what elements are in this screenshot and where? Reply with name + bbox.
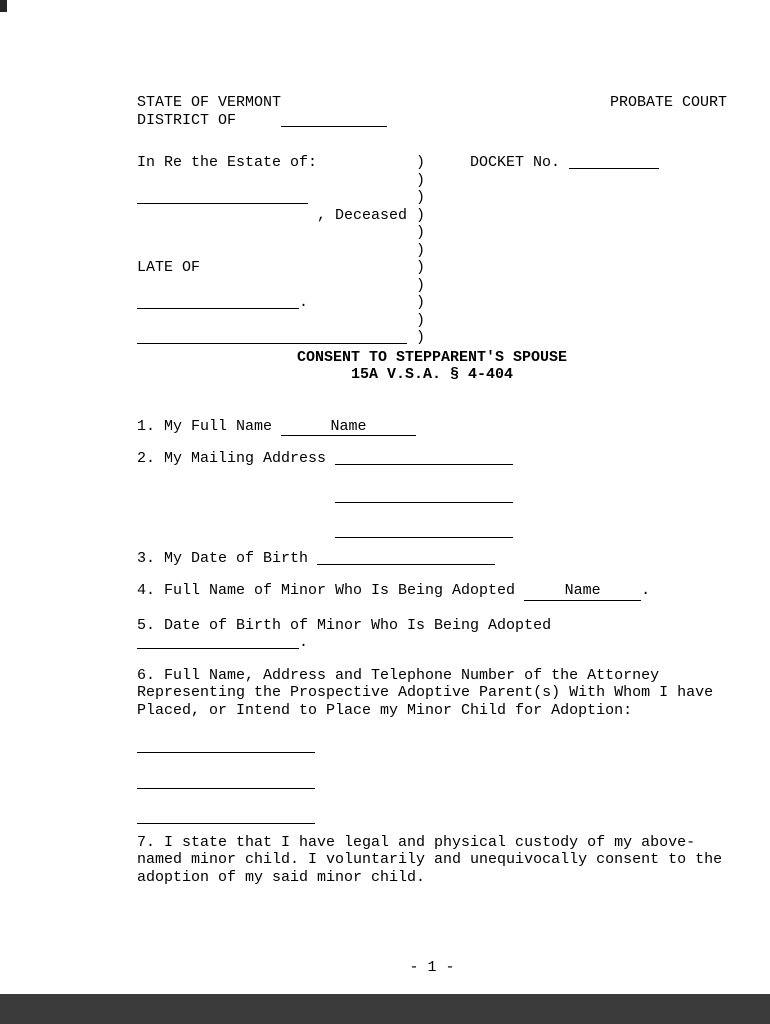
mailing-address-blank-1 — [335, 452, 513, 465]
attorney-blank-3 — [137, 811, 315, 824]
mailing-address-blank-3 — [335, 525, 513, 538]
minor-dob-label: 5. Date of Birth of Minor Who Is Being Adopted — [137, 616, 552, 634]
item-minor-dob — [137, 617, 727, 652]
caption-row — [137, 277, 727, 295]
minor-name-label: 4. Full Name of Minor Who Is Being Adopted — [137, 582, 516, 599]
late-of-cell — [137, 294, 416, 312]
period-text: . — [641, 582, 651, 599]
court-label: PROBATE COURT — [609, 94, 727, 111]
caption-paren: ) — [416, 224, 426, 241]
caption-paren: ) — [416, 276, 426, 294]
caption-row — [137, 154, 727, 172]
docket-label: DOCKET No. — [470, 154, 561, 171]
caption-paren: ) — [416, 294, 426, 311]
estate-name-cell — [137, 189, 416, 207]
item-date-of-birth — [137, 550, 727, 568]
page-number: - 1 - — [409, 959, 455, 976]
district-blank — [281, 114, 387, 127]
item-full-name — [137, 418, 727, 437]
caption-paren: ) — [416, 206, 426, 224]
caption-paren: ) — [416, 171, 426, 189]
caption-row — [137, 329, 727, 347]
court-header — [137, 94, 727, 112]
period-text: . — [299, 294, 309, 311]
caption-paren: ) — [416, 241, 426, 259]
item-attorney — [137, 667, 727, 720]
caption-row — [137, 242, 727, 260]
estate-name-blank — [137, 191, 308, 204]
caption-paren: ) — [416, 154, 426, 171]
caption-spacer — [137, 242, 416, 260]
form-title-line2: 15A V.S.A. § 4-404 — [350, 366, 514, 383]
deceased-label: , Deceased — [317, 206, 408, 224]
minor-name-blank: Name — [524, 582, 641, 601]
caption-row — [137, 189, 727, 207]
form-title — [137, 349, 727, 384]
date-of-birth-label: 3. My Date of Birth — [137, 549, 309, 567]
attorney-row-2 — [137, 774, 727, 792]
attorney-row-1 — [137, 738, 727, 756]
scan-edge-bar — [0, 994, 770, 1024]
caption-bottom-cell — [137, 329, 416, 347]
item-minor-name — [137, 582, 727, 601]
docket-row — [425, 154, 659, 172]
late-of-label: LATE OF — [137, 259, 201, 276]
scan-corner-artifact — [0, 0, 7, 12]
caption-bottom-blank — [137, 331, 407, 344]
caption-row — [137, 207, 727, 225]
full-name-blank: Name — [281, 418, 416, 437]
caption-paren: ) — [416, 259, 426, 276]
minor-dob-blank — [137, 636, 299, 649]
form-title-line1: CONSENT TO STEPPARENT'S SPOUSE — [296, 348, 568, 366]
attorney-blank-1 — [137, 740, 315, 753]
caption-spacer — [137, 224, 416, 242]
caption-row — [137, 312, 727, 330]
period-text: . — [299, 634, 309, 651]
in-re-label: In Re the Estate of: — [137, 154, 318, 171]
item-custody-statement — [137, 834, 727, 887]
mailing-address-blank-2 — [335, 490, 513, 503]
caption-row — [137, 224, 727, 242]
attorney-row-3 — [137, 809, 727, 827]
district-row — [137, 112, 727, 130]
case-caption — [137, 154, 727, 347]
custody-paragraph: 7. I state that I have legal and physical custody of my above-named minor child. I voluntarily and unequivocally consent to the adoption of my said minor child. — [137, 833, 723, 886]
document-body — [137, 94, 727, 886]
state-label: STATE OF VERMONT — [137, 94, 282, 111]
docket-blank — [569, 156, 659, 169]
date-of-birth-blank — [317, 552, 495, 565]
caption-paren: ) — [416, 329, 426, 346]
late-of-blank — [137, 296, 299, 309]
caption-paren: ) — [416, 311, 426, 329]
caption-row — [137, 172, 727, 190]
attorney-blank-2 — [137, 776, 315, 789]
mailing-address-row-2 — [137, 488, 727, 506]
item-mailing-address — [137, 450, 727, 468]
district-label: DISTRICT OF — [137, 111, 237, 129]
mailing-address-row-3 — [137, 523, 727, 541]
caption-spacer — [137, 172, 416, 190]
caption-row — [137, 294, 727, 312]
caption-spacer — [137, 277, 416, 295]
caption-paren: ) — [416, 189, 426, 206]
mailing-address-label: 2. My Mailing Address — [137, 450, 327, 467]
full-name-label: 1. My Full Name — [137, 417, 273, 435]
attorney-paragraph: 6. Full Name, Address and Telephone Number of the Attorney Representing the Prospective Adoptive Parent(s) With Whom I have Placed, or Intend to Place my Minor Child for Adoption: — [137, 666, 714, 719]
caption-spacer — [137, 312, 416, 330]
minor-dob-blank-row — [137, 634, 727, 652]
caption-row — [137, 259, 727, 277]
